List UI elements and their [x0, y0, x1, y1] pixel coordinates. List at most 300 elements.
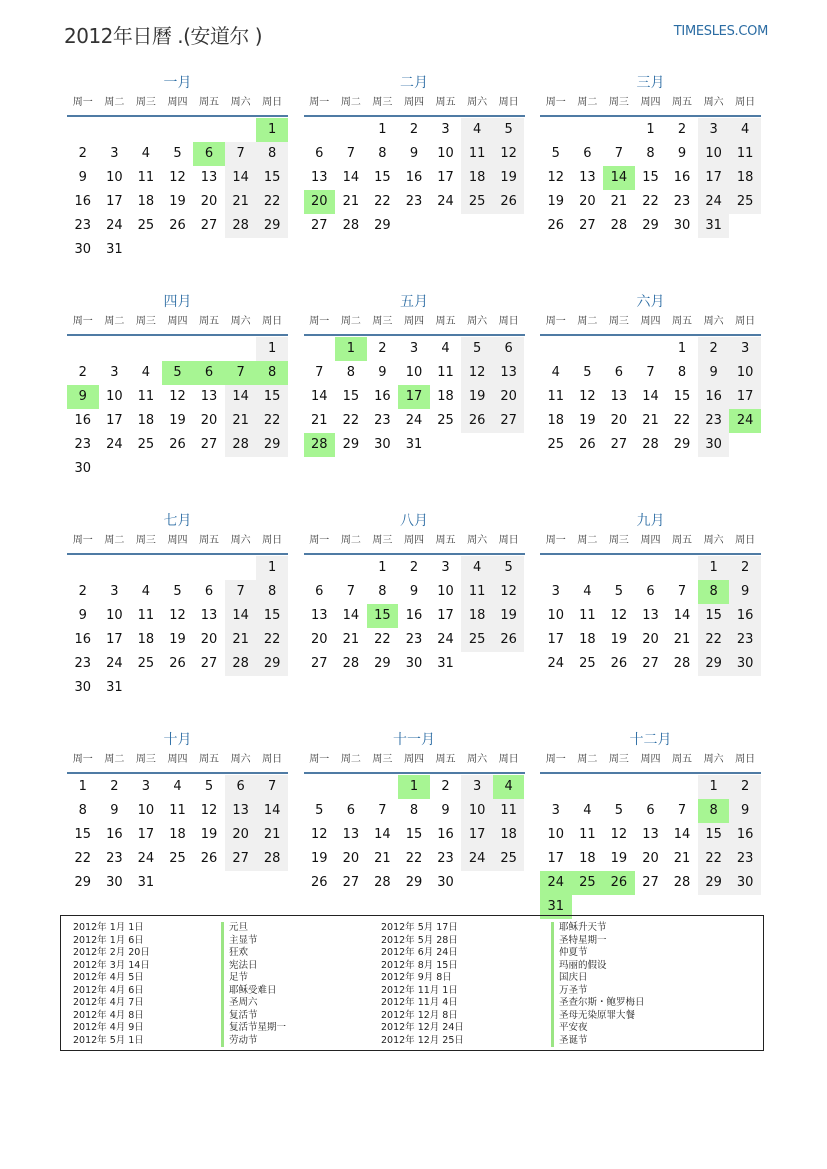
day-cell: 17 [106, 413, 123, 428]
page-title: 2012年日曆 .(安道尔 ) [64, 24, 263, 48]
empty-cell [635, 337, 667, 361]
day-grid [304, 336, 525, 457]
weekday-label: 周五 [672, 97, 693, 108]
day-cell: 1 [646, 122, 655, 137]
day-cell: 31 [106, 680, 123, 695]
empty-cell [162, 118, 194, 142]
day-cell: 25 [169, 851, 186, 866]
weekday-label: 周六 [230, 316, 251, 327]
day-cell: 15 [256, 604, 288, 628]
day-cell: 23 [729, 628, 761, 652]
day-cell: 15 [405, 827, 423, 842]
day-cell: 20 [579, 194, 596, 209]
legend-holiday-name: 耶稣受难日 [221, 985, 286, 998]
weekday-header [304, 532, 525, 555]
empty-cell [304, 556, 336, 580]
day-cell: 29 [405, 875, 423, 890]
day-cell: 19 [610, 851, 628, 866]
weekday-label: 周日 [498, 754, 519, 765]
day-cell: 10 [698, 142, 730, 166]
day-cell: 7 [677, 803, 687, 818]
day-cell: 4 [441, 341, 450, 356]
day-cell: 3 [461, 775, 493, 799]
month-9 [540, 510, 761, 700]
weekday-label: 周五 [199, 535, 220, 546]
legend-left-dates [73, 922, 150, 1047]
day-cell: 21 [673, 632, 691, 647]
weekday-label: 周三 [608, 754, 629, 765]
weekday-label: 周三 [372, 535, 393, 546]
legend-holiday-name: 圣周六 [221, 997, 286, 1010]
month-1 [67, 72, 288, 262]
weekday-label: 周三 [372, 316, 393, 327]
day-cell: 7 [614, 146, 624, 161]
day-cell: 18 [137, 413, 155, 428]
day-cell: 30 [405, 656, 423, 671]
empty-cell [225, 337, 257, 361]
empty-cell [193, 556, 225, 580]
day-cell: 9 [409, 584, 419, 599]
month-11 [304, 729, 525, 919]
day-cell: 9 [677, 146, 687, 161]
holiday-legend [60, 915, 764, 1051]
weekday-label: 周四 [167, 97, 188, 108]
day-cell: 28 [642, 437, 659, 452]
day-cell: 29 [698, 871, 730, 895]
day-cell: 14 [225, 166, 257, 190]
day-cell: 24 [547, 656, 565, 671]
day-cell: 11 [547, 389, 565, 404]
day-cell: 4 [583, 803, 592, 818]
legend-holiday-date: 2012年 11月 4日 [381, 997, 458, 1008]
weekday-header [540, 94, 761, 117]
day-cell: 27 [579, 218, 596, 233]
day-cell: 5 [551, 146, 560, 161]
day-cell: 25 [579, 656, 596, 671]
day-cell: 26 [169, 437, 186, 452]
weekday-label: 周四 [640, 535, 661, 546]
holiday-day-cell: 26 [603, 871, 635, 895]
month-3 [540, 72, 761, 262]
day-cell: 22 [74, 851, 92, 866]
day-cell: 28 [673, 875, 691, 890]
day-grid [540, 774, 761, 919]
day-cell: 8 [346, 365, 355, 380]
day-cell: 19 [579, 413, 596, 428]
empty-cell [67, 118, 99, 142]
day-cell: 25 [437, 413, 454, 428]
legend-holiday-date: 2012年 4月 9日 [73, 1022, 144, 1033]
holiday-day-cell: 5 [162, 361, 194, 385]
day-cell: 27 [200, 218, 218, 233]
day-cell: 24 [137, 851, 155, 866]
month-4 [67, 291, 288, 481]
day-cell: 6 [204, 584, 214, 599]
day-cell: 5 [173, 146, 182, 161]
weekday-label: 周三 [135, 316, 156, 327]
legend-holiday-name: 国庆日 [551, 972, 645, 985]
empty-cell [666, 775, 698, 799]
day-cell: 27 [200, 437, 218, 452]
day-cell: 19 [461, 385, 493, 409]
weekday-label: 周一 [309, 316, 330, 327]
weekday-label: 周三 [372, 754, 393, 765]
legend-holiday-date: 2012年 6月 24日 [381, 947, 458, 958]
legend-holiday-name: 圣母无染原罪大餐 [551, 1010, 645, 1023]
empty-cell [540, 118, 572, 142]
month-6 [540, 291, 761, 481]
month-name: 八月 [400, 513, 428, 529]
legend-holiday-name: 足节 [221, 972, 286, 985]
legend-holiday-name: 万圣节 [551, 985, 645, 998]
day-cell: 29 [642, 218, 659, 233]
day-cell: 4 [583, 584, 592, 599]
day-cell: 17 [437, 170, 454, 185]
weekday-label: 周日 [498, 97, 519, 108]
day-cell: 28 [225, 214, 257, 238]
day-cell: 12 [461, 361, 493, 385]
weekday-label: 周二 [577, 97, 598, 108]
day-cell: 24 [437, 632, 454, 647]
month-name: 十一月 [393, 732, 435, 748]
day-cell: 15 [698, 604, 730, 628]
day-cell: 14 [256, 799, 288, 823]
day-cell: 3 [110, 365, 119, 380]
day-cell: 27 [311, 656, 328, 671]
day-cell: 1 [378, 122, 387, 137]
weekday-label: 周六 [230, 97, 251, 108]
weekday-label: 周一 [72, 754, 93, 765]
legend-right-names [551, 922, 645, 1047]
holiday-day-cell: 6 [193, 361, 225, 385]
day-cell: 18 [579, 851, 596, 866]
empty-cell [603, 556, 635, 580]
day-cell: 22 [342, 413, 360, 428]
weekday-label: 周六 [467, 97, 488, 108]
holiday-day-cell: 1 [256, 118, 288, 142]
day-grid [540, 555, 761, 676]
weekday-label: 周日 [498, 316, 519, 327]
month-name: 二月 [400, 75, 428, 91]
empty-cell [335, 556, 367, 580]
day-cell: 11 [169, 803, 186, 818]
day-cell: 5 [461, 337, 493, 361]
empty-cell [99, 556, 131, 580]
weekday-label: 周四 [167, 316, 188, 327]
day-cell: 5 [493, 118, 525, 142]
day-cell: 17 [729, 385, 761, 409]
day-cell: 14 [374, 827, 391, 842]
day-cell: 27 [642, 875, 659, 890]
day-cell: 18 [461, 604, 493, 628]
day-cell: 28 [610, 218, 628, 233]
day-cell: 20 [225, 823, 257, 847]
empty-cell [603, 337, 635, 361]
day-cell: 29 [374, 218, 391, 233]
month-name: 五月 [400, 294, 428, 310]
day-cell: 31 [437, 656, 454, 671]
legend-holiday-name: 圣特星期一 [551, 935, 645, 948]
day-grid [67, 336, 288, 481]
day-cell: 20 [610, 413, 628, 428]
day-cell: 31 [405, 437, 423, 452]
day-cell: 3 [409, 341, 419, 356]
holiday-day-cell: 17 [398, 385, 430, 409]
holiday-day-cell: 15 [367, 604, 399, 628]
day-cell: 24 [437, 194, 454, 209]
day-cell: 15 [698, 823, 730, 847]
day-cell: 27 [610, 437, 628, 452]
day-cell: 5 [614, 803, 624, 818]
day-cell: 23 [74, 656, 92, 671]
day-cell: 11 [137, 608, 155, 623]
legend-holiday-date: 2012年 5月 1日 [73, 1034, 144, 1046]
day-cell: 13 [200, 608, 218, 623]
day-cell: 21 [642, 413, 659, 428]
day-cell: 23 [405, 194, 423, 209]
day-cell: 23 [106, 851, 123, 866]
day-cell: 19 [169, 194, 186, 209]
day-cell: 12 [169, 170, 186, 185]
weekday-label: 周三 [135, 535, 156, 546]
day-cell: 7 [225, 580, 257, 604]
day-cell: 18 [137, 632, 155, 647]
legend-holiday-date: 2012年 1月 1日 [73, 922, 144, 933]
day-cell: 2 [78, 365, 87, 380]
legend-right-dates [381, 922, 464, 1047]
day-cell: 22 [374, 194, 391, 209]
weekday-label: 周日 [498, 535, 519, 546]
weekday-label: 周一 [545, 97, 566, 108]
day-cell: 15 [74, 827, 92, 842]
day-cell: 16 [437, 827, 454, 842]
day-cell: 23 [74, 437, 92, 452]
day-cell: 26 [610, 656, 628, 671]
day-cell: 15 [642, 170, 659, 185]
holiday-day-cell: 14 [603, 166, 635, 190]
day-cell: 24 [698, 190, 730, 214]
day-cell: 7 [346, 146, 355, 161]
weekday-label: 周二 [340, 754, 361, 765]
day-cell: 7 [256, 775, 288, 799]
day-cell: 3 [141, 779, 151, 794]
day-cell: 21 [673, 851, 691, 866]
day-grid [67, 774, 288, 895]
weekday-label: 周三 [135, 754, 156, 765]
day-cell: 14 [342, 170, 360, 185]
weekday-header [304, 94, 525, 117]
weekday-label: 周一 [545, 535, 566, 546]
day-cell: 2 [378, 341, 387, 356]
day-cell: 28 [374, 875, 391, 890]
day-cell: 11 [579, 608, 596, 623]
day-cell: 2 [409, 560, 419, 575]
day-cell: 9 [729, 580, 761, 604]
day-cell: 19 [493, 166, 525, 190]
legend-holiday-date: 2012年 12月 8日 [381, 1009, 458, 1021]
weekday-label: 周二 [577, 316, 598, 327]
empty-cell [572, 118, 604, 142]
day-cell: 25 [137, 437, 155, 452]
legend-holiday-date: 2012年 12月 24日 [381, 1022, 464, 1033]
day-cell: 5 [315, 803, 324, 818]
month-name: 四月 [163, 294, 192, 310]
empty-cell [666, 556, 698, 580]
day-cell: 18 [579, 632, 596, 647]
day-cell: 10 [106, 608, 123, 623]
day-cell: 21 [311, 413, 328, 428]
weekday-label: 周一 [309, 535, 330, 546]
empty-cell [99, 337, 131, 361]
month-8 [304, 510, 525, 700]
weekday-label: 周六 [703, 97, 724, 108]
holiday-day-cell: 1 [335, 337, 367, 361]
weekday-label: 周五 [199, 316, 220, 327]
empty-cell [193, 337, 225, 361]
day-cell: 16 [106, 827, 123, 842]
day-cell: 17 [437, 608, 454, 623]
weekday-label: 周二 [104, 316, 125, 327]
legend-holiday-date: 2012年 4月 6日 [73, 984, 144, 996]
day-cell: 13 [311, 170, 328, 185]
day-cell: 14 [642, 389, 659, 404]
day-cell: 8 [378, 146, 387, 161]
day-cell: 21 [610, 194, 628, 209]
day-cell: 6 [614, 365, 624, 380]
weekday-header [67, 532, 288, 555]
legend-holiday-date: 2012年 4月 5日 [73, 972, 144, 983]
day-cell: 25 [137, 656, 155, 671]
day-cell: 26 [169, 656, 186, 671]
day-cell: 12 [610, 608, 628, 623]
legend-holiday-name: 复活节 [221, 1010, 286, 1023]
day-cell: 2 [409, 122, 419, 137]
legend-holiday-name: 圣诞节 [551, 1035, 645, 1048]
weekday-label: 周一 [545, 754, 566, 765]
legend-holiday-date: 2012年 4月 7日 [73, 997, 144, 1008]
weekday-label: 周日 [735, 754, 756, 765]
day-cell: 10 [106, 170, 123, 185]
day-cell: 25 [461, 628, 493, 652]
empty-cell [335, 118, 367, 142]
day-cell: 22 [405, 851, 423, 866]
day-cell: 6 [346, 803, 355, 818]
legend-holiday-name: 劳动节 [221, 1035, 286, 1048]
weekday-label: 周六 [230, 535, 251, 546]
day-cell: 11 [137, 389, 155, 404]
legend-holiday-name: 复活节星期一 [221, 1022, 286, 1035]
day-cell: 16 [74, 632, 92, 647]
holiday-day-cell: 31 [540, 895, 572, 919]
day-cell: 18 [461, 166, 493, 190]
day-cell: 13 [493, 361, 525, 385]
day-cell: 14 [225, 604, 257, 628]
day-cell: 30 [698, 433, 730, 457]
day-cell: 5 [173, 584, 182, 599]
weekday-label: 周四 [403, 316, 424, 327]
day-cell: 14 [225, 385, 257, 409]
day-cell: 15 [374, 170, 391, 185]
day-cell: 30 [74, 242, 92, 257]
day-cell: 27 [642, 656, 659, 671]
day-cell: 30 [729, 652, 761, 676]
day-cell: 23 [729, 847, 761, 871]
day-cell: 26 [579, 437, 596, 452]
empty-cell [67, 556, 99, 580]
day-cell: 9 [378, 365, 387, 380]
day-cell: 2 [78, 584, 87, 599]
month-10 [67, 729, 288, 919]
empty-cell [603, 118, 635, 142]
legend-holiday-name: 耶稣升天节 [551, 922, 645, 935]
holiday-day-cell: 7 [225, 361, 257, 385]
day-cell: 5 [204, 779, 214, 794]
weekday-label: 周六 [230, 754, 251, 765]
day-cell: 13 [642, 608, 659, 623]
weekday-label: 周五 [435, 316, 456, 327]
day-cell: 18 [493, 823, 525, 847]
day-cell: 7 [225, 142, 257, 166]
day-cell: 24 [405, 413, 423, 428]
day-cell: 7 [646, 365, 655, 380]
month-name: 十二月 [629, 732, 672, 748]
day-cell: 23 [437, 851, 454, 866]
day-cell: 4 [141, 584, 151, 599]
day-cell: 7 [378, 803, 387, 818]
weekday-label: 周一 [72, 316, 93, 327]
day-grid [67, 555, 288, 700]
empty-cell [130, 556, 162, 580]
day-cell: 16 [729, 823, 761, 847]
day-cell: 17 [106, 632, 123, 647]
day-cell: 28 [673, 656, 691, 671]
weekday-label: 周五 [435, 97, 456, 108]
site-name[interactable]: TIMESLES.COM [673, 24, 768, 39]
day-cell: 16 [405, 608, 423, 623]
legend-holiday-date: 2012年 3月 14日 [73, 959, 150, 971]
empty-cell [635, 556, 667, 580]
day-cell: 4 [173, 779, 182, 794]
weekday-label: 周一 [309, 754, 330, 765]
day-cell: 10 [547, 827, 565, 842]
day-cell: 20 [311, 632, 328, 647]
legend-holiday-name: 主显节 [221, 935, 286, 948]
day-cell: 3 [110, 584, 119, 599]
weekday-label: 周四 [403, 535, 424, 546]
empty-cell [540, 775, 572, 799]
day-cell: 1 [378, 560, 387, 575]
day-cell: 13 [342, 827, 360, 842]
day-cell: 4 [729, 118, 761, 142]
weekday-label: 周四 [640, 316, 661, 327]
weekday-label: 周六 [703, 754, 724, 765]
weekday-label: 周六 [467, 754, 488, 765]
empty-cell [225, 118, 257, 142]
day-cell: 9 [78, 170, 87, 185]
day-cell: 8 [378, 584, 387, 599]
day-cell: 8 [677, 365, 687, 380]
weekday-header [67, 313, 288, 336]
day-cell: 6 [583, 146, 592, 161]
day-cell: 16 [673, 170, 691, 185]
day-cell: 21 [225, 628, 257, 652]
day-cell: 23 [405, 632, 423, 647]
month-name: 七月 [163, 513, 192, 529]
legend-holiday-date: 2012年 11月 1日 [381, 984, 458, 996]
holiday-day-cell: 20 [304, 190, 336, 214]
empty-cell [162, 337, 194, 361]
day-cell: 27 [200, 656, 218, 671]
